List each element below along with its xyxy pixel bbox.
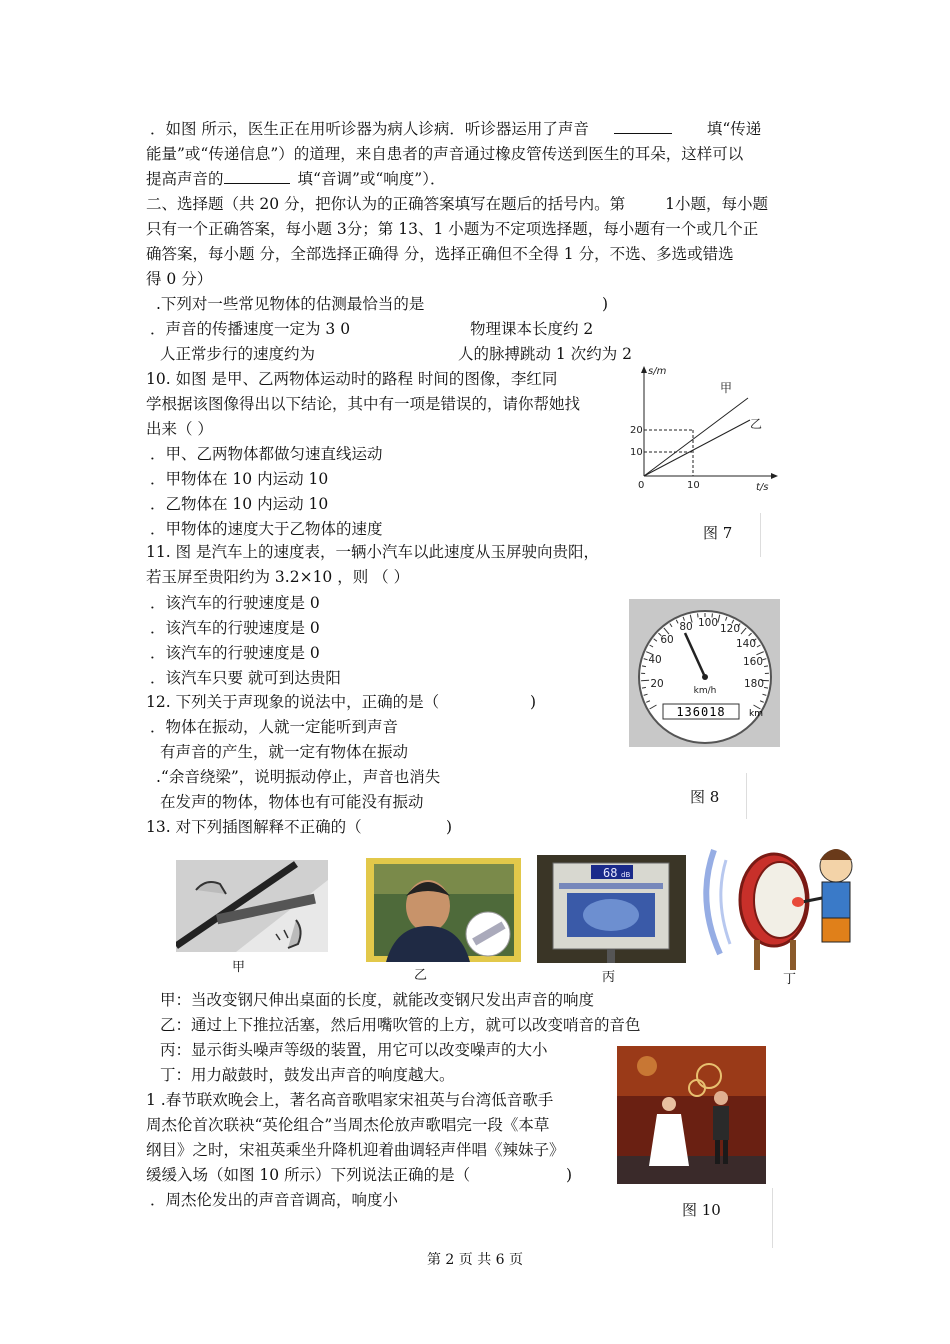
answer-blank[interactable] — [224, 169, 290, 184]
q13-option-d[interactable]: 丁：用力敲鼓时，鼓发出声音的响度越大。 — [160, 1066, 455, 1084]
text: 提高声音的 — [146, 170, 224, 188]
q11-option-a[interactable]: ．该汽车的行驶速度是 0 — [150, 594, 320, 612]
label-bing: 丙 — [602, 970, 616, 985]
q11-option-b[interactable]: ．该汽车的行驶速度是 0 — [150, 619, 320, 637]
q-stethoscope-line1 — [150, 119, 761, 139]
q10-option-a[interactable]: ．甲、乙两物体都做匀速直线运动 — [150, 445, 383, 463]
section2-line4: 得 0 分） — [146, 270, 213, 288]
q14-line2: 周杰伦首次联袂“英伦组合”当周杰伦放声歌唱完一段《本草 — [146, 1116, 550, 1134]
q-stethoscope-line2: 能量”或“传递信息”）的道理，来自患者的声音通过橡皮管传送到医生的耳朵，这样可以 — [146, 145, 744, 163]
noise-reading: 68 — [603, 866, 618, 880]
q10-line3: 出来（ ） — [146, 420, 213, 438]
q9-option-b[interactable]: 物理课本长度约 2 — [470, 320, 594, 338]
text: 填“传递 — [706, 120, 762, 138]
tick-20: 20 — [650, 678, 664, 690]
q10-line1: 10. 如图 是甲、乙两物体运动时的路程 时间的图像，李红同 — [146, 370, 558, 388]
q9-stem: .下列对一些常见物体的估测最恰当的是 — [156, 295, 425, 313]
q9-option-c[interactable]: 人正常步行的速度约为 — [160, 345, 316, 363]
figure-8-speedometer — [629, 599, 780, 747]
speedometer-svg — [629, 599, 780, 747]
figure-8-caption: 图 8 — [690, 788, 720, 806]
q13-paren[interactable]: ) — [446, 818, 453, 836]
tick-60: 60 — [660, 634, 674, 646]
x-axis-label: t/s — [756, 482, 769, 493]
q11-option-d[interactable]: ．该汽车只要 就可到达贵阳 — [150, 669, 341, 687]
line-jia — [644, 398, 748, 476]
section2-line2: 只有一个正确答案，每小题 3分；第 13、1 小题为不定项选择题，每小题有一个或几个正 — [146, 220, 759, 238]
q13-option-b[interactable]: 乙：通过上下推拉活塞，然后用嘴吹管的上方，就可以改变哨音的音色 — [160, 1016, 641, 1034]
text: 二、选择题（共 20 分，把你认为的正确答案填写在题后的括号内。第 — [146, 195, 626, 213]
text: ．如图 所示，医生正在用听诊器为病人诊病．听诊器运用了声音 — [150, 120, 589, 138]
section2-line1 — [146, 194, 768, 214]
figure-7-caption: 图 7 — [703, 524, 733, 542]
q12-option-b[interactable]: 有声音的产生，就一定有物体在振动 — [160, 743, 409, 761]
speedometer-tick — [642, 666, 646, 667]
y-tick-20: 20 — [630, 425, 643, 436]
speedometer-tick — [764, 687, 768, 688]
q-stethoscope-line3 — [146, 169, 445, 189]
tick-160: 160 — [742, 656, 764, 668]
q14-line4: 缓缓入场（如图 10 所示）下列说法正确的是（ — [146, 1166, 471, 1184]
picture-yi-whistle — [366, 858, 521, 962]
q13-stem: 13. 对下列插图解释不正确的（ — [146, 818, 362, 836]
origin-label: 0 — [638, 480, 645, 491]
q12-option-d[interactable]: 在发声的物体，物体也有可能没有振动 — [160, 793, 424, 811]
tick-180: 180 — [743, 678, 765, 690]
odometer: 136018 — [676, 705, 726, 719]
text: 1小题，每小题 — [665, 195, 768, 213]
odometer-unit: km — [749, 709, 763, 719]
q12-option-c[interactable]: .“余音绕梁”，说明振动停止，声音也消失 — [156, 768, 441, 786]
figure-10-gala-photo — [617, 1046, 766, 1184]
q14-line1: 1 .春节联欢晚会上，著名高音歌唱家宋祖英与台湾低音歌手 — [146, 1091, 554, 1109]
answer-blank[interactable] — [614, 119, 672, 134]
tick-100: 100 — [697, 617, 719, 629]
tick-40: 40 — [648, 654, 662, 666]
q9-option-d[interactable]: 人的脉搏跳动 1 次约为 2 — [458, 345, 633, 363]
q14-option-a[interactable]: ．周杰伦发出的声音音调高，响度小 — [150, 1191, 399, 1209]
q14-line3: 纲目》之时，宋祖英乘坐升降机迎着曲调轻声伴唱《辣妹子》 — [146, 1141, 565, 1159]
y-axis-label: s/m — [648, 366, 667, 377]
tick-120: 120 — [719, 623, 741, 635]
label-ding: 丁 — [783, 972, 797, 987]
noise-unit: dB — [621, 871, 631, 879]
x-tick-10: 10 — [687, 480, 700, 491]
q10-option-d[interactable]: ．甲物体的速度大于乙物体的速度 — [150, 520, 383, 538]
series-label-jia: 甲 — [720, 381, 733, 395]
q12-paren[interactable]: ) — [530, 693, 537, 711]
q13-option-c[interactable]: 丙：显示街头噪声等级的装置，用它可以改变噪声的大小 — [160, 1041, 548, 1059]
series-label-yi: 乙 — [750, 417, 763, 431]
figure-7-st-graph — [628, 362, 780, 498]
picture-bing-noise-monitor — [537, 855, 686, 963]
q14-paren[interactable]: ) — [566, 1166, 573, 1184]
section2-line3: 确答案，每小题 分，全部选择正确得 分，选择正确但不全得 1 分，不选、多选或错选 — [146, 245, 734, 263]
picture-ding-drum — [698, 840, 862, 970]
label-yi: 乙 — [414, 968, 428, 983]
speedometer-tick — [764, 666, 768, 667]
picture-jia-ruler — [176, 860, 328, 952]
q10-line2: 学根据该图像得出以下结论，其中有一项是错误的，请你帮她找 — [146, 395, 581, 413]
q10-option-c[interactable]: ．乙物体在 10 内运动 10 — [150, 495, 329, 513]
speedometer-tick — [642, 687, 646, 688]
tick-140: 140 — [735, 638, 757, 650]
st-graph-svg — [628, 362, 780, 498]
text: 填“音调”或“响度”）． — [297, 170, 446, 188]
q11-line1: 11. 图 是汽车上的速度表，一辆小汽车以此速度从玉屏驶向贵阳， — [146, 543, 600, 561]
y-tick-10: 10 — [630, 447, 643, 458]
q11-option-c[interactable]: ．该汽车的行驶速度是 0 — [150, 644, 320, 662]
tick-80: 80 — [679, 621, 693, 633]
q12-stem: 12. 下列关于声现象的说法中，正确的是（ — [146, 693, 440, 711]
q9-paren[interactable]: ) — [602, 295, 609, 313]
q13-option-a[interactable]: 甲：当改变钢尺伸出桌面的长度，就能改变钢尺发出声音的响度 — [160, 991, 595, 1009]
q12-option-a[interactable]: ．物体在振动，人就一定能听到声音 — [150, 718, 399, 736]
label-jia: 甲 — [232, 960, 246, 975]
q10-option-b[interactable]: ．甲物体在 10 内运动 10 — [150, 470, 329, 488]
page-footer: 第 2 页 共 6 页 — [426, 1252, 524, 1268]
q9-option-a[interactable]: ．声音的传播速度一定为 3 0 — [150, 320, 351, 338]
figure-10-caption: 图 10 — [682, 1201, 721, 1219]
q11-line2: 若玉屏至贵阳约为 3.2×10 ，则 （ ） — [146, 568, 410, 586]
line-yi — [644, 420, 750, 476]
speed-unit: km/h — [693, 686, 717, 696]
